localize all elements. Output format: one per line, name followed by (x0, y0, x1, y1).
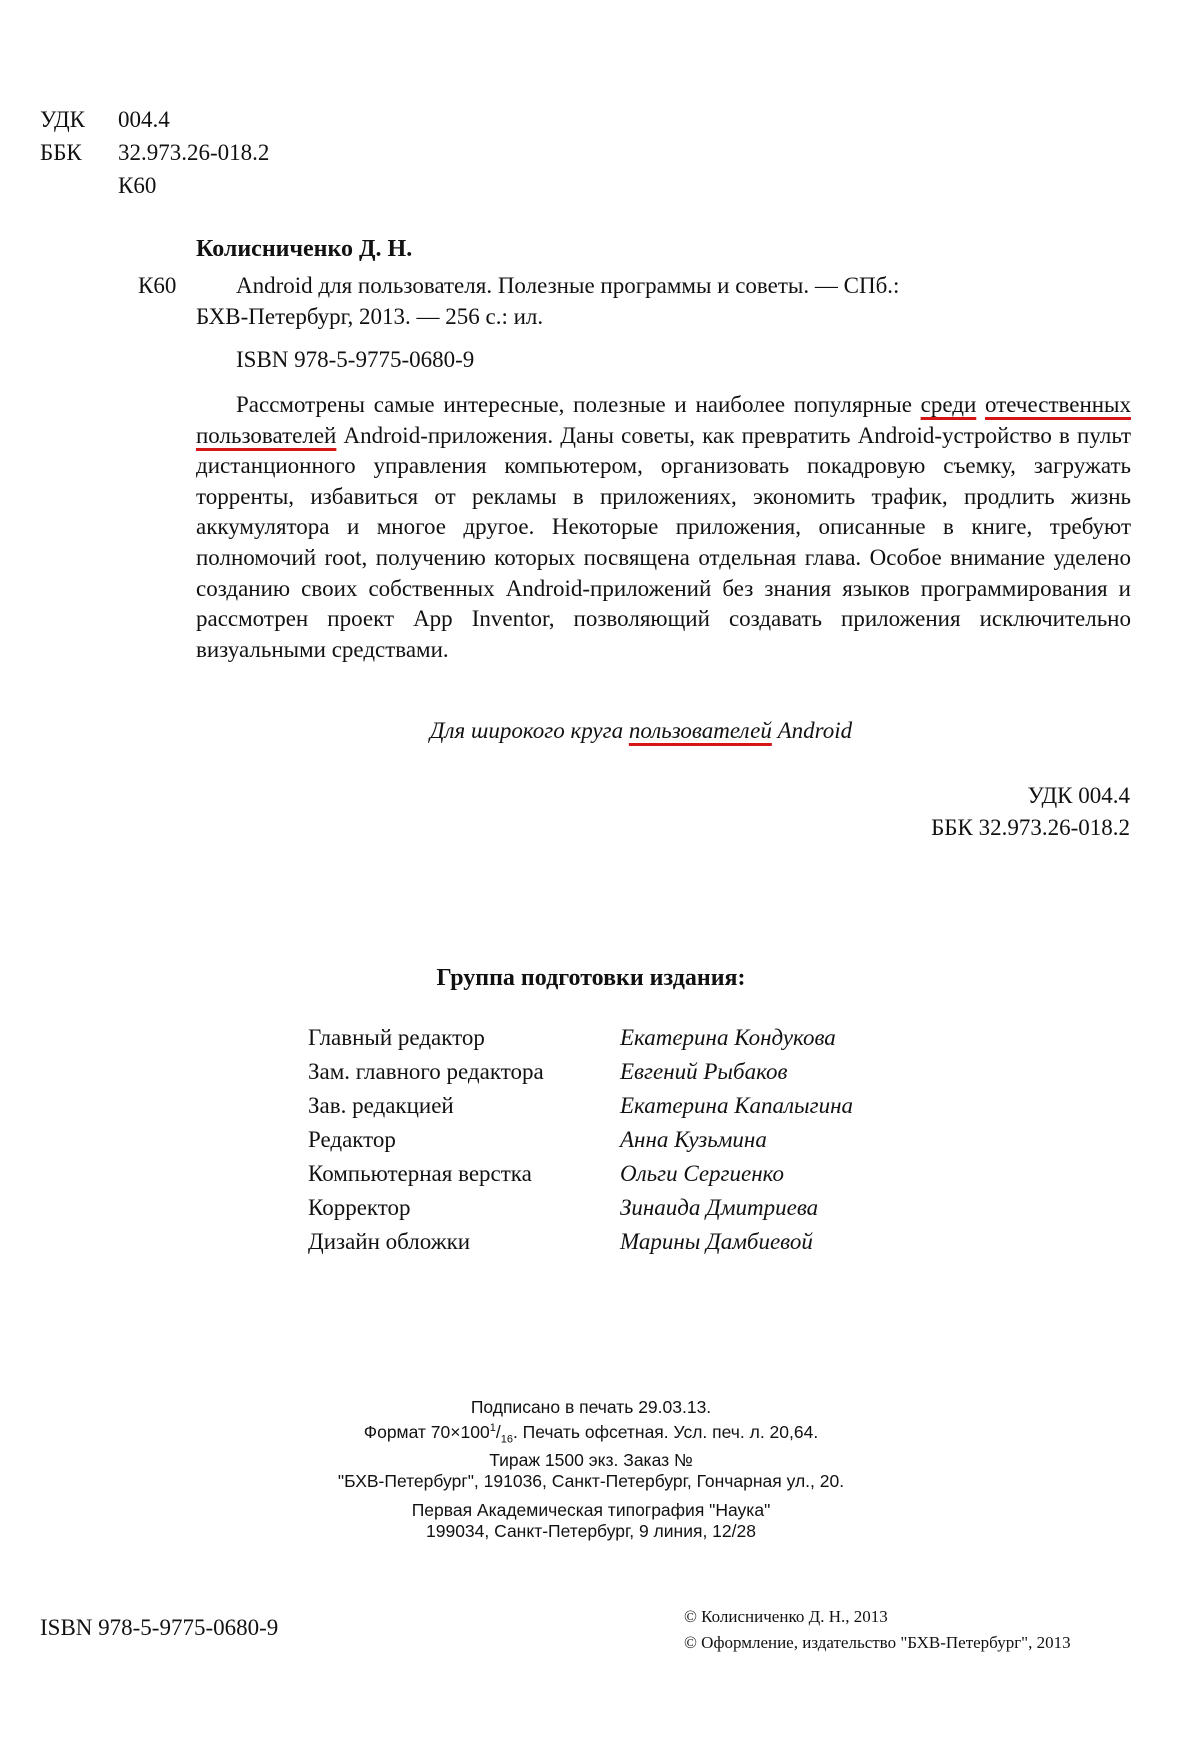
bbk-value: 32.973.26-018.2 (118, 140, 270, 165)
audience-line: Для широкого круга пользователей Android (429, 718, 853, 743)
imprint-signed: Подписано в печать 29.03.13. (470, 1397, 712, 1417)
catalog-title-line2: БХВ-Петербург, 2013. — 256 с.: ил. (196, 304, 544, 329)
team-role: Зам. главного редактора (308, 1059, 544, 1084)
imprint-block (0, 1397, 1182, 1542)
author-mark: К60 (118, 173, 157, 198)
underlined-word-otechestvennykh: отечественных (985, 392, 1132, 417)
udk-label: УДК (40, 107, 85, 132)
team-name: Екатерина Кондукова (620, 1025, 836, 1050)
catalog-isbn: ISBN 978-5-9775-0680-9 (236, 347, 475, 372)
udk-right: УДК 004.4 (1027, 783, 1130, 808)
udk-value: 004.4 (118, 107, 170, 132)
catalog-title-line1: Android для пользователя. Полезные программы и советы. — СПб.: (236, 273, 900, 298)
bbk-label: ББК (40, 140, 82, 165)
team-name: Ольги Сергиенко (620, 1161, 785, 1186)
team-role: Редактор (308, 1127, 396, 1152)
underlined-word-sredi: среди (920, 392, 977, 417)
imprint-printer-address: 199034, Санкт-Петербург, 9 линия, 12/28 (426, 1521, 756, 1542)
team-name: Марины Дамбиевой (620, 1229, 813, 1254)
underlined-word-polzovateley: пользователей (196, 422, 337, 448)
imprint-publisher: "БХВ-Петербург", 191036, Санкт-Петербург, Гончарная ул., 20. (337, 1471, 845, 1492)
catalog-author: Колисниченко Д. Н. (196, 236, 413, 262)
bbk-right: ББК 32.973.26-018.2 (931, 815, 1130, 840)
team-name: Анна Кузьмина (620, 1127, 767, 1152)
underlined-word-audience: пользователей (628, 718, 772, 743)
team-name: Евгений Рыбаков (620, 1059, 788, 1084)
team-name: Екатерина Капалыгина (620, 1093, 853, 1118)
catalog-author-mark: К60 (138, 273, 177, 298)
team-role: Компьютерная верстка (308, 1161, 532, 1186)
team-role: Зав. редакцией (308, 1093, 454, 1118)
copyright-publisher: © Оформление, издательство "БХВ-Петербург", 2013 (684, 1633, 1071, 1652)
team-title: Группа подготовки издания: (436, 965, 746, 991)
footer-isbn: ISBN 978-5-9775-0680-9 (40, 1615, 279, 1640)
team-name: Зинаида Дмитриева (620, 1195, 819, 1220)
team-role: Дизайн обложки (308, 1229, 471, 1254)
abstract-paragraph (196, 390, 1131, 665)
abstract-text-2: Android-приложения. Даны советы, как превратить Android-устройство в пульт дистанционного управления компьютером, организовать покадровую съемку, загружать торренты, избавиться от рекламы в приложениях, экономить трафик, продлить жизнь аккумулятора и многое другое. Некоторые приложения, описанные в книге, требуют полномочий root, получению которых посвящена отдельная глава. Особое внимание уделено созданию своих собственных Android-приложений без знания языков программирования и рассмотрен проект App Inventor, позволяющий создавать приложения исключительно визуальными средствами. (196, 422, 1131, 662)
team-role: Корректор (308, 1195, 411, 1220)
imprint-printer: Первая Академическая типография "Наука" (411, 1500, 771, 1521)
imprint-format: Формат $70\times 100^1/_{16}$. Печать офсетная. Усл. печ. л. 20,64. (363, 1421, 819, 1446)
team-role: Главный редактор (308, 1025, 485, 1050)
imprint-run: Тираж 1500 экз. Заказ № (489, 1450, 693, 1471)
copyright-author: © Колисниченко Д. Н., 2013 (684, 1607, 888, 1626)
abstract-text-1: Рассмотрены самые интересные, полезные и наиболее популярные (236, 392, 921, 417)
